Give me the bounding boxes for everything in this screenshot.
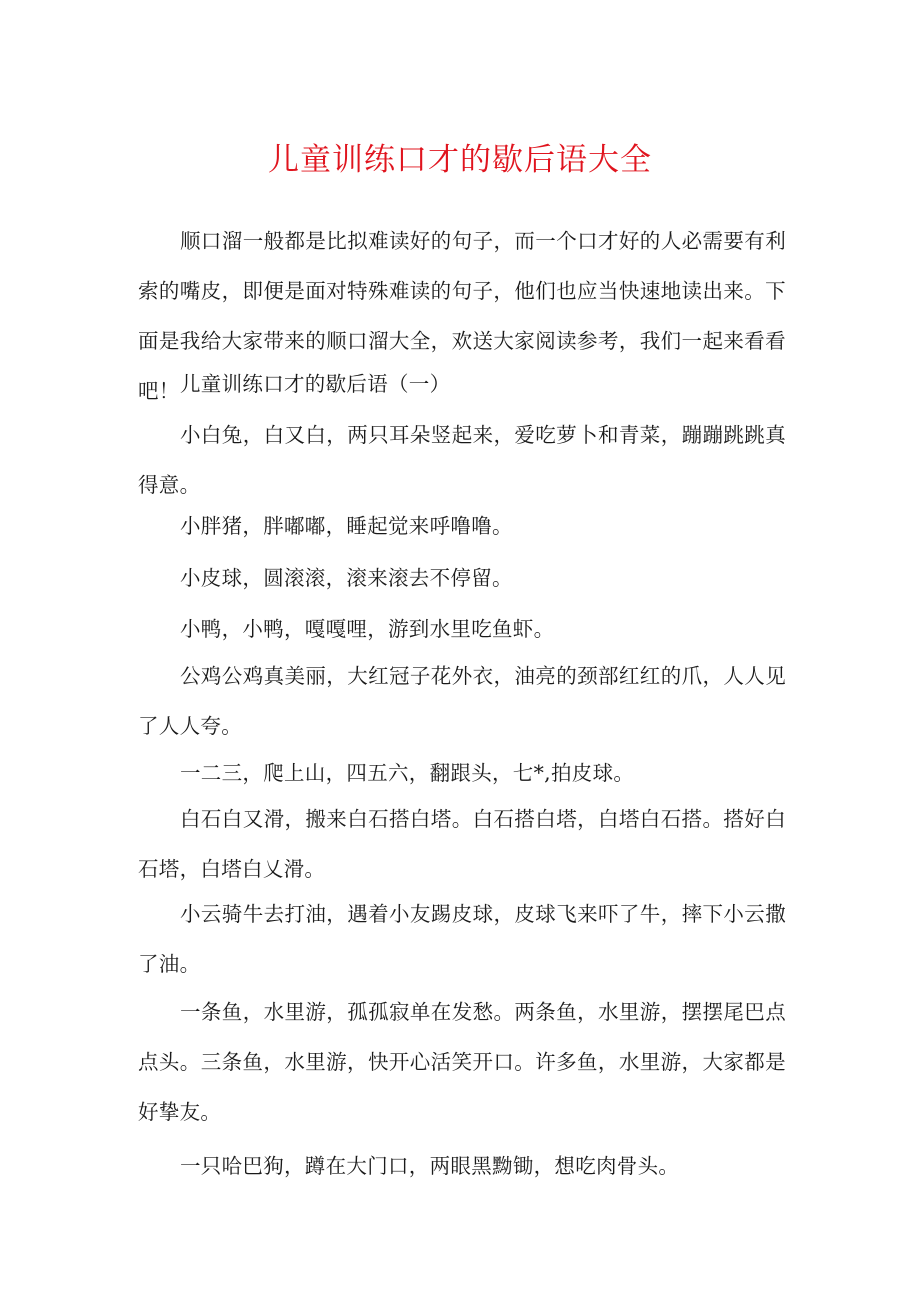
intro-paragraph: 顺口溜一般都是比拟难读好的句子，而一个口才好的人必需要有利索的嘴皮，即便是面对特殊难读的句子，他们也应当快速地读出来。下面是我给大家带来的顺口溜大全，欢送大家阅读参考，我们一起来看看吧！ — [138, 229, 786, 403]
rhyme-paragraph: 小皮球，圆滚滚，滚来滚去不停留。 — [180, 566, 513, 590]
rhyme-paragraph: 小鸭，小鸭，嘎嘎哩，游到水里吃鱼虾。 — [180, 617, 555, 641]
section-heading: 儿童训练口才的歇后语（一） — [180, 372, 451, 396]
rhyme-paragraph: 一条鱼，水里游，孤孤寂单在发愁。两条鱼，水里游，摆摆尾巴点点头。三条鱼，水里游，快开心活笑开口。许多鱼，水里游，大家都是好挚友。 — [138, 1000, 786, 1124]
rhyme-paragraph: 小白兔，白又白，两只耳朵竖起来，爱吃萝卜和青菜，蹦蹦跳跳真得意。 — [138, 423, 786, 497]
rhyme-paragraph: 一只哈巴狗，蹲在大门口，两眼黑黝锄，想吃肉骨头。 — [180, 1154, 680, 1178]
rhyme-paragraph: 公鸡公鸡真美丽，大红冠子花外衣，油亮的颈部红红的爪，人人见了人人夸。 — [138, 664, 786, 738]
page-title: 儿童训练口才的歇后语大全 — [268, 142, 652, 178]
rhyme-paragraph: 小云骑牛去打油，遇着小友踢皮球，皮球飞来吓了牛，摔下小云撒了油。 — [138, 902, 786, 976]
rhyme-paragraph: 小胖猪，胖嘟嘟，睡起觉来呼噜噜。 — [180, 514, 513, 538]
rhyme-paragraph: 一二三，爬上山，四五六，翻跟头，七*,拍皮球。 — [180, 761, 635, 785]
rhyme-paragraph: 白石白又滑，搬来白石搭白塔。白石搭白塔，白塔白石搭。搭好白石塔，白塔白乂滑。 — [138, 807, 786, 881]
